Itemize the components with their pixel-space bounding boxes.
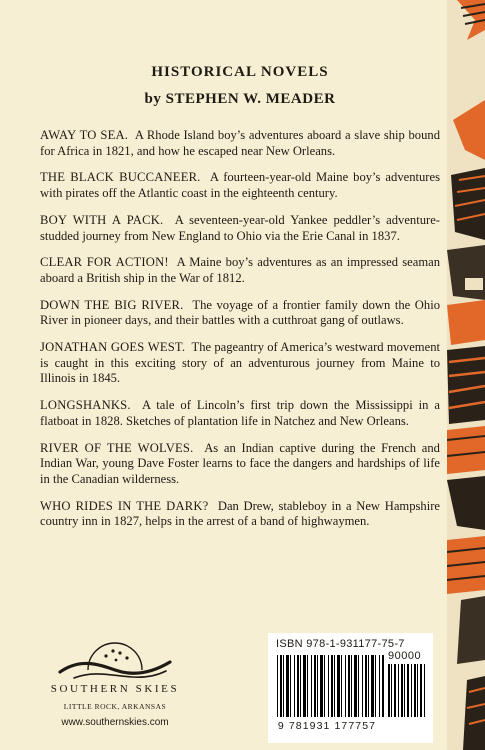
book-entry bbox=[40, 298, 440, 329]
cover-illustration bbox=[447, 0, 485, 750]
publisher-name: SOUTHERN SKIES bbox=[50, 683, 180, 695]
book-title: DOWN THE BIG RIVER. bbox=[40, 297, 184, 312]
book-title: WHO RIDES IN THE DARK? bbox=[40, 498, 209, 513]
barcode-bars bbox=[277, 655, 384, 717]
book-description: A tale of Lincoln’s first trip down the Mississippi in a flatboat in 1828. Sketches of plantation life in Natchez and New Orleans. bbox=[40, 398, 441, 428]
book-entry bbox=[40, 398, 440, 429]
isbn-number: ISBN 978-1-931177-75-7 bbox=[276, 638, 405, 650]
publisher-url: www.southernskies.com bbox=[61, 717, 169, 728]
book-title: CLEAR FOR ACTION! bbox=[40, 255, 169, 270]
book-description: A fourteen-year-old Maine boy’s adventures with pirates off the Atlantic coast in the eighteenth century. bbox=[40, 170, 440, 201]
book-description: As an Indian captive during the French and Indian War, young Dave Foster learns to face the dangers and hardships of life in the Canadian wilderness. bbox=[40, 440, 440, 486]
book-title: BOY WITH A PACK. bbox=[40, 212, 164, 227]
book-description: A Maine boy’s adventures as an impressed seaman aboard a British ship in the War of 1812. bbox=[40, 255, 441, 285]
publisher-logo bbox=[30, 628, 200, 743]
addon-barcode-bars bbox=[388, 664, 426, 717]
book-title: JONATHAN GOES WEST. bbox=[40, 340, 186, 355]
book-title: AWAY TO SEA. bbox=[40, 128, 129, 142]
series-title: HISTORICAL NOVELS bbox=[151, 64, 329, 80]
book-description: The pageantry of America’s westward movement is caught in this exciting story of an adventurous journey from Maine to Illinois in 1845. bbox=[40, 340, 440, 386]
book-description: The voyage of a frontier family down the Ohio River in pioneer days, and their battles with a cutthroat gang of outlaws. bbox=[40, 297, 440, 328]
price-addon-code: 90000 bbox=[388, 650, 422, 662]
book-list bbox=[40, 128, 440, 541]
book-title: RIVER OF THE WOLVES. bbox=[40, 440, 194, 455]
book-title: THE BLACK BUCCANEER. bbox=[40, 170, 201, 185]
book-description: A seventeen-year-old Yankee peddler’s adventure-studded journey from New England to Ohio via the Erie Canal in 1837. bbox=[40, 212, 440, 243]
ean-number: 9 781931 177757 bbox=[277, 720, 377, 732]
book-entry bbox=[40, 441, 440, 488]
book-entry bbox=[40, 170, 440, 201]
book-entry bbox=[40, 340, 440, 387]
book-entry bbox=[40, 499, 440, 530]
author-byline: by STEPHEN W. MEADER bbox=[144, 91, 336, 107]
book-title: LONGSHANKS. bbox=[40, 398, 131, 413]
book-description: A Rhode Island boy’s adventures aboard a slave ship bound for Africa in 1821, and how he escaped near New Orleans. bbox=[40, 128, 440, 158]
sunrise-logo-icon bbox=[58, 630, 172, 682]
cover-art-strip bbox=[447, 0, 485, 750]
book-entry bbox=[40, 213, 440, 244]
book-description: Dan Drew, stableboy in a New Hampshire country inn in 1827, helps in the arrest of a band of highwaymen. bbox=[40, 498, 440, 529]
publisher-location: LITTLE ROCK, ARKANSAS bbox=[63, 702, 167, 711]
book-entry bbox=[40, 255, 440, 286]
book-entry bbox=[40, 128, 440, 159]
isbn-barcode bbox=[268, 633, 433, 743]
